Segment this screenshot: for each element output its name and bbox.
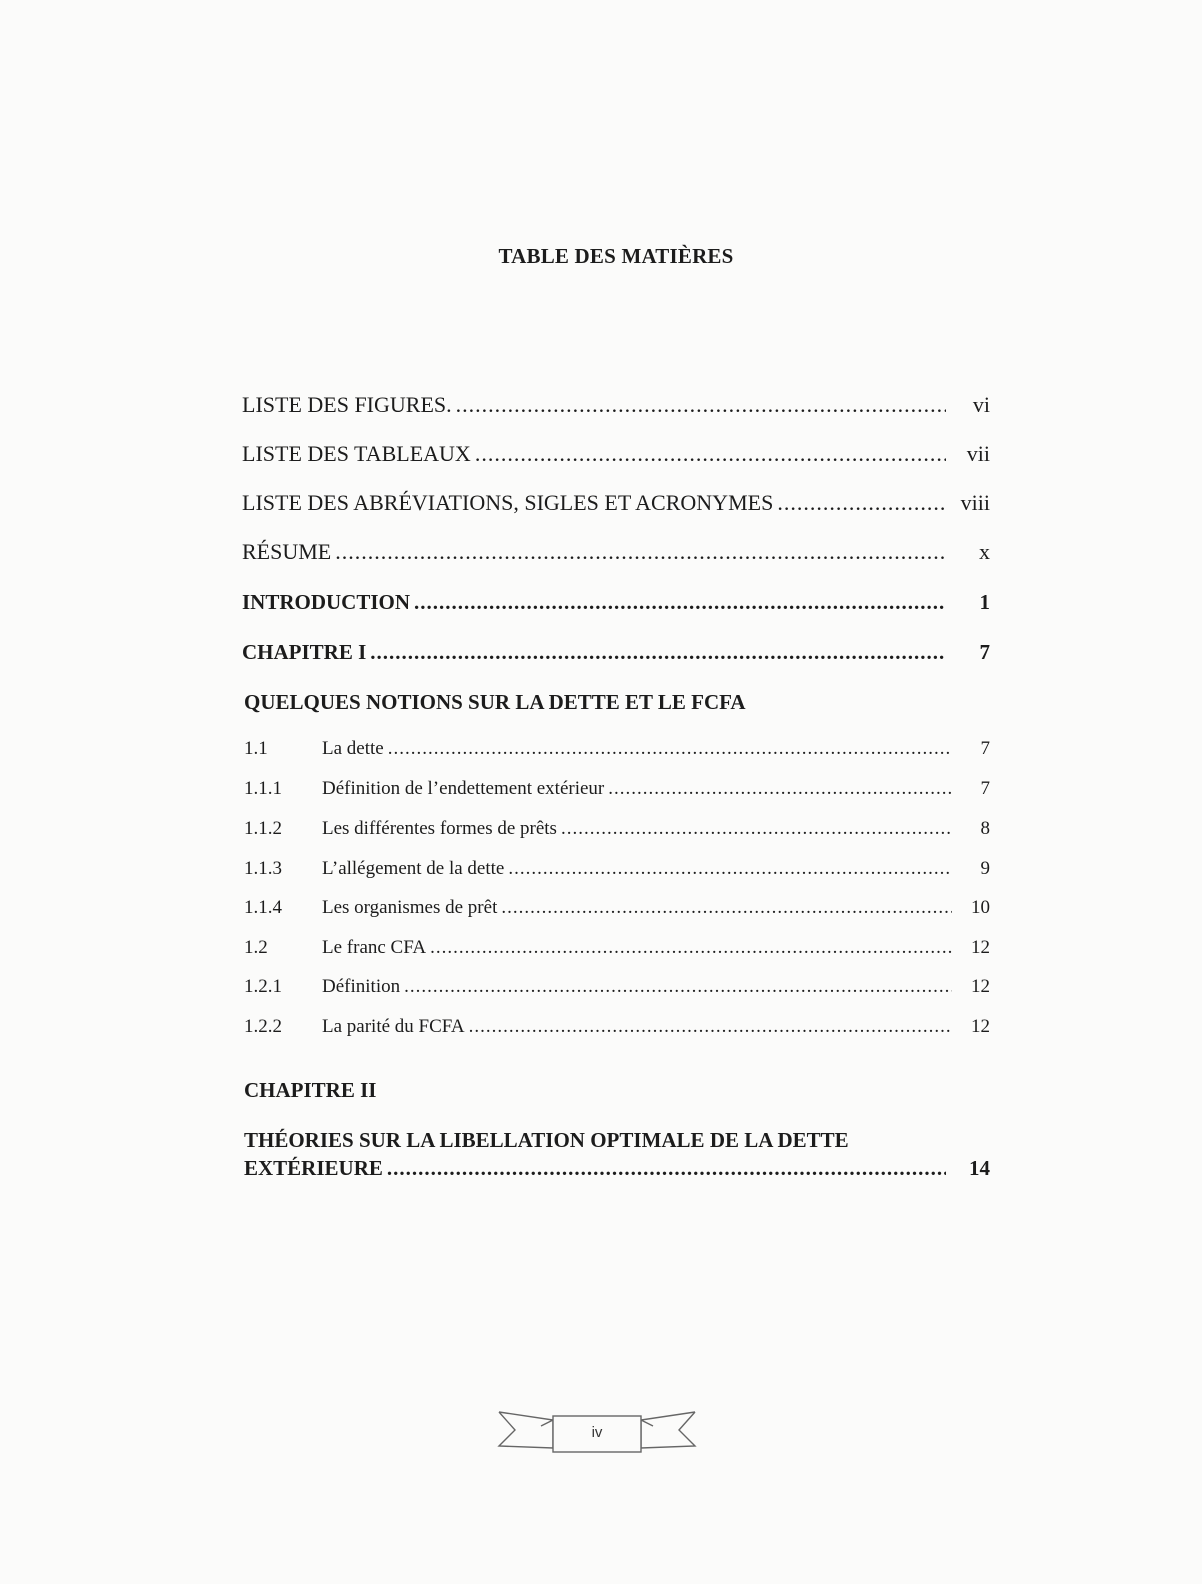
- toc-entry-label: LISTE DES FIGURES.: [242, 392, 452, 417]
- toc-entry-label: LISTE DES TABLEAUX: [242, 441, 471, 466]
- section-label: La parité du FCFA: [322, 1016, 465, 1037]
- section-page: 12: [971, 976, 990, 997]
- leader-dots: [508, 858, 952, 880]
- section-page: 12: [971, 937, 990, 958]
- toc-entry-page: vii: [966, 441, 990, 466]
- leader-dots: [475, 441, 946, 467]
- toc-section: [244, 778, 990, 800]
- section-number: 1.1.4: [244, 897, 282, 918]
- section-number: 1.1.3: [244, 858, 282, 879]
- leader-dots: [335, 539, 946, 565]
- section-label: Définition de l’endettement extérieur: [322, 778, 605, 799]
- section-number: 1.2: [244, 937, 268, 958]
- section-page: 12: [971, 1016, 990, 1037]
- leader-dots: [608, 778, 952, 800]
- section-number: 1.2.2: [244, 1016, 282, 1037]
- page-title: TABLE DES MATIÈRES: [498, 244, 734, 268]
- section-label: Les différentes formes de prêts: [322, 818, 557, 839]
- toc-entry-page: x: [979, 539, 990, 564]
- leader-dots: [370, 640, 946, 665]
- section-label: L’allégement de la dette: [322, 858, 505, 879]
- toc-section: [244, 976, 990, 998]
- section-number: 1.1.1: [244, 778, 282, 799]
- toc-section: [244, 937, 990, 959]
- toc-entry-chapter-2: [244, 1156, 990, 1181]
- toc-section: [244, 858, 990, 880]
- leader-dots: [469, 1016, 952, 1038]
- chapter-2-title: THÉORIES SUR LA LIBELLATION OPTIMALE DE LA DETTE: [244, 1128, 849, 1152]
- chapter-1-title: QUELQUES NOTIONS SUR LA DETTE ET LE FCFA: [244, 690, 746, 714]
- toc-entry-page: 1: [979, 590, 990, 614]
- toc-entry-introduction: [242, 590, 990, 615]
- section-label: La dette: [322, 738, 384, 759]
- toc-entry: [242, 539, 990, 565]
- leader-dots: [404, 976, 952, 998]
- leader-dots: [387, 1156, 946, 1181]
- toc-entry: [242, 490, 990, 516]
- toc-entry-page: viii: [960, 490, 990, 515]
- toc-section: [244, 1016, 990, 1038]
- toc-section: [244, 897, 990, 919]
- section-label: Définition: [322, 976, 401, 997]
- leader-dots: [388, 738, 952, 760]
- section-page: 10: [971, 897, 990, 918]
- toc-entry-page: vi: [972, 392, 990, 417]
- toc-entry-label: CHAPITRE I: [242, 640, 367, 664]
- section-number: 1.1.2: [244, 818, 282, 839]
- section-label: Les organismes de prêt: [322, 897, 498, 918]
- section-page: 7: [980, 778, 990, 799]
- leader-dots: [777, 490, 946, 516]
- toc-entry-label: INTRODUCTION: [242, 590, 411, 614]
- toc-entry-label: EXTÉRIEURE: [244, 1156, 383, 1180]
- toc-entry-page: 14: [969, 1156, 990, 1180]
- section-number: 1.1: [244, 738, 268, 759]
- section-number: 1.2.1: [244, 976, 282, 997]
- toc-section: [244, 738, 990, 760]
- toc-entry-label: LISTE DES ABRÉVIATIONS, SIGLES ET ACRONYMES: [242, 490, 774, 515]
- leader-dots: [430, 937, 952, 959]
- footer-page-number: iv: [591, 1424, 603, 1441]
- section-page: 7: [980, 738, 990, 759]
- toc-entry-chapter-1: [242, 640, 990, 665]
- toc-entry-page: 7: [979, 640, 990, 664]
- leader-dots: [414, 590, 946, 615]
- leader-dots: [456, 392, 946, 418]
- toc-entry: [242, 392, 990, 418]
- toc-entry: [242, 441, 990, 467]
- leader-dots: [501, 897, 952, 919]
- toc-entry-label: RÉSUME: [242, 539, 332, 564]
- section-page: 9: [980, 858, 990, 879]
- toc-section: [244, 818, 990, 840]
- leader-dots: [561, 818, 952, 840]
- section-label: Le franc CFA: [322, 937, 427, 958]
- section-page: 8: [980, 818, 990, 839]
- chapter-2-label: CHAPITRE II: [244, 1078, 377, 1102]
